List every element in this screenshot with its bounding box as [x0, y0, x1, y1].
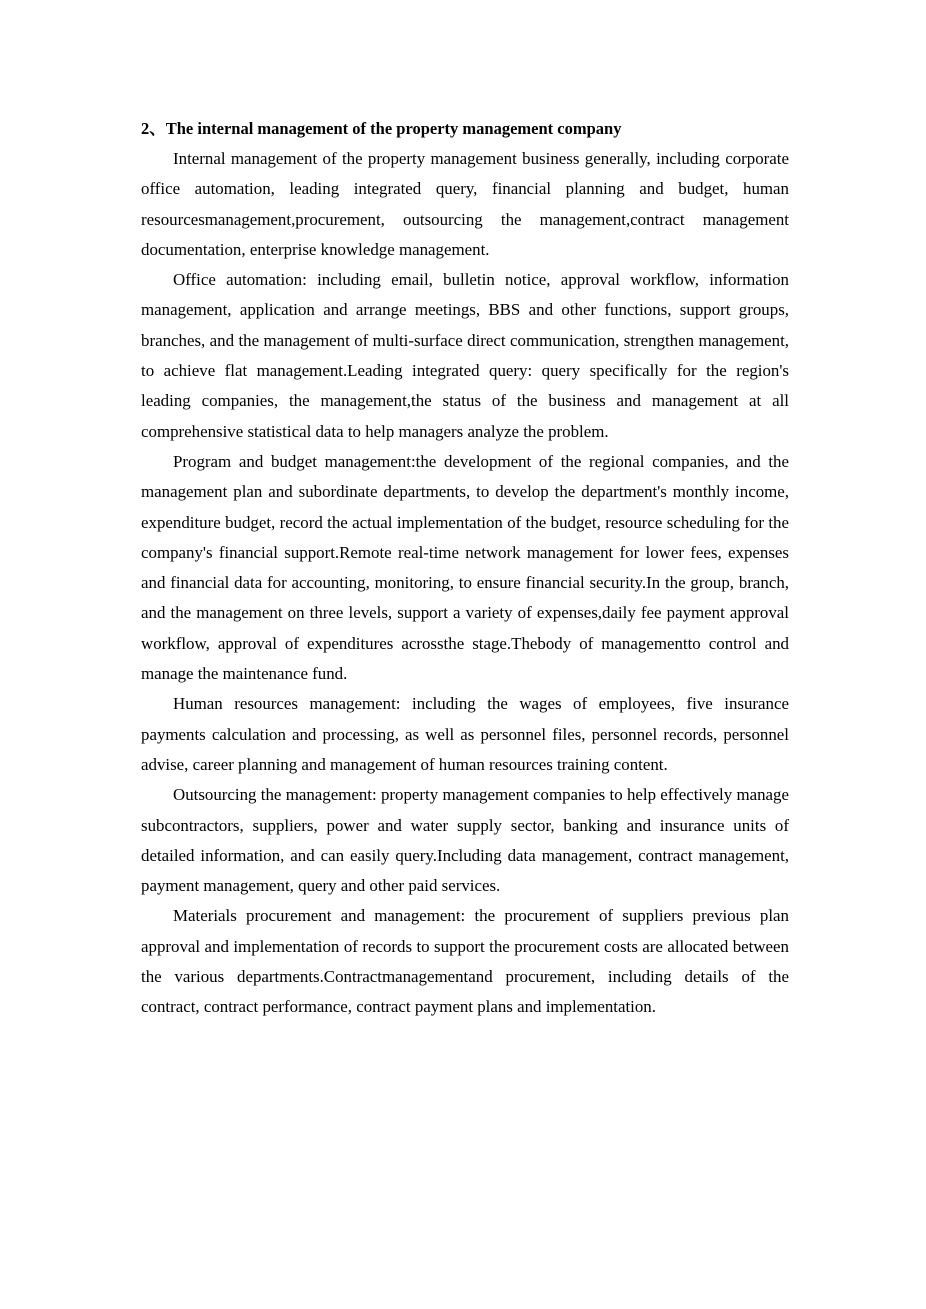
- paragraph-office-automation: Office automation: including email, bulletin notice, approval workflow, information management, application and arrange meetings, BBS and other functions, support groups, branches, and the management of multi-surface direct communication, strengthen management, to achieve flat management.Leading integrated query: query specifically for the region's leading companies, the management,the status of the business and management at all comprehensive statistical data to help managers analyze the problem.: [141, 270, 789, 441]
- paragraph-intro: Internal management of the property management business generally, including corporate office automation, leading integrated query, financial planning and budget, human resourcesmanagement,procurement, outsourcing the management,contract management documentation, enterprise knowledge management.: [141, 149, 789, 259]
- paragraph-human-resources: Human resources management: including the wages of employees, five insurance payments calculation and processing, as well as personnel files, personnel records, personnel advise, career planning and management of human resources training content.: [141, 694, 789, 774]
- section-body: [141, 144, 789, 1023]
- section-heading: 2、The internal management of the property management company: [141, 119, 622, 138]
- paragraph-outsourcing: Outsourcing the management: property management companies to help effectively manage subcontractors, suppliers, power and water supply sector, banking and insurance units of detailed information, and can easily query.Including data management, contract management, payment management, query and other paid services.: [141, 785, 789, 896]
- paragraph-program-budget: Program and budget management:the development of the regional companies, and the management plan and subordinate departments, to develop the department's monthly income, expenditure budget, record the actual implementation of the budget, resource scheduling for the company's financial support.Remote real-time network management for lower fees, expenses and financial data for accounting, monitoring, to ensure financial security.In the group, branch, and the management on three levels, support a variety of expenses,daily fee payment approval workflow, approval of expenditures acrossthe stage.Thebody of managementto control and manage the maintenance fund.: [141, 451, 789, 684]
- document-page: [141, 116, 789, 1023]
- paragraph-materials-procurement: Materials procurement and management: the procurement of suppliers previous plan approval and implementation of records to support the procurement costs are allocated between the various departments.Contractmanagementand procurement, including details of the contract, contract performance, contract payment plans and implementation.: [141, 906, 789, 1017]
